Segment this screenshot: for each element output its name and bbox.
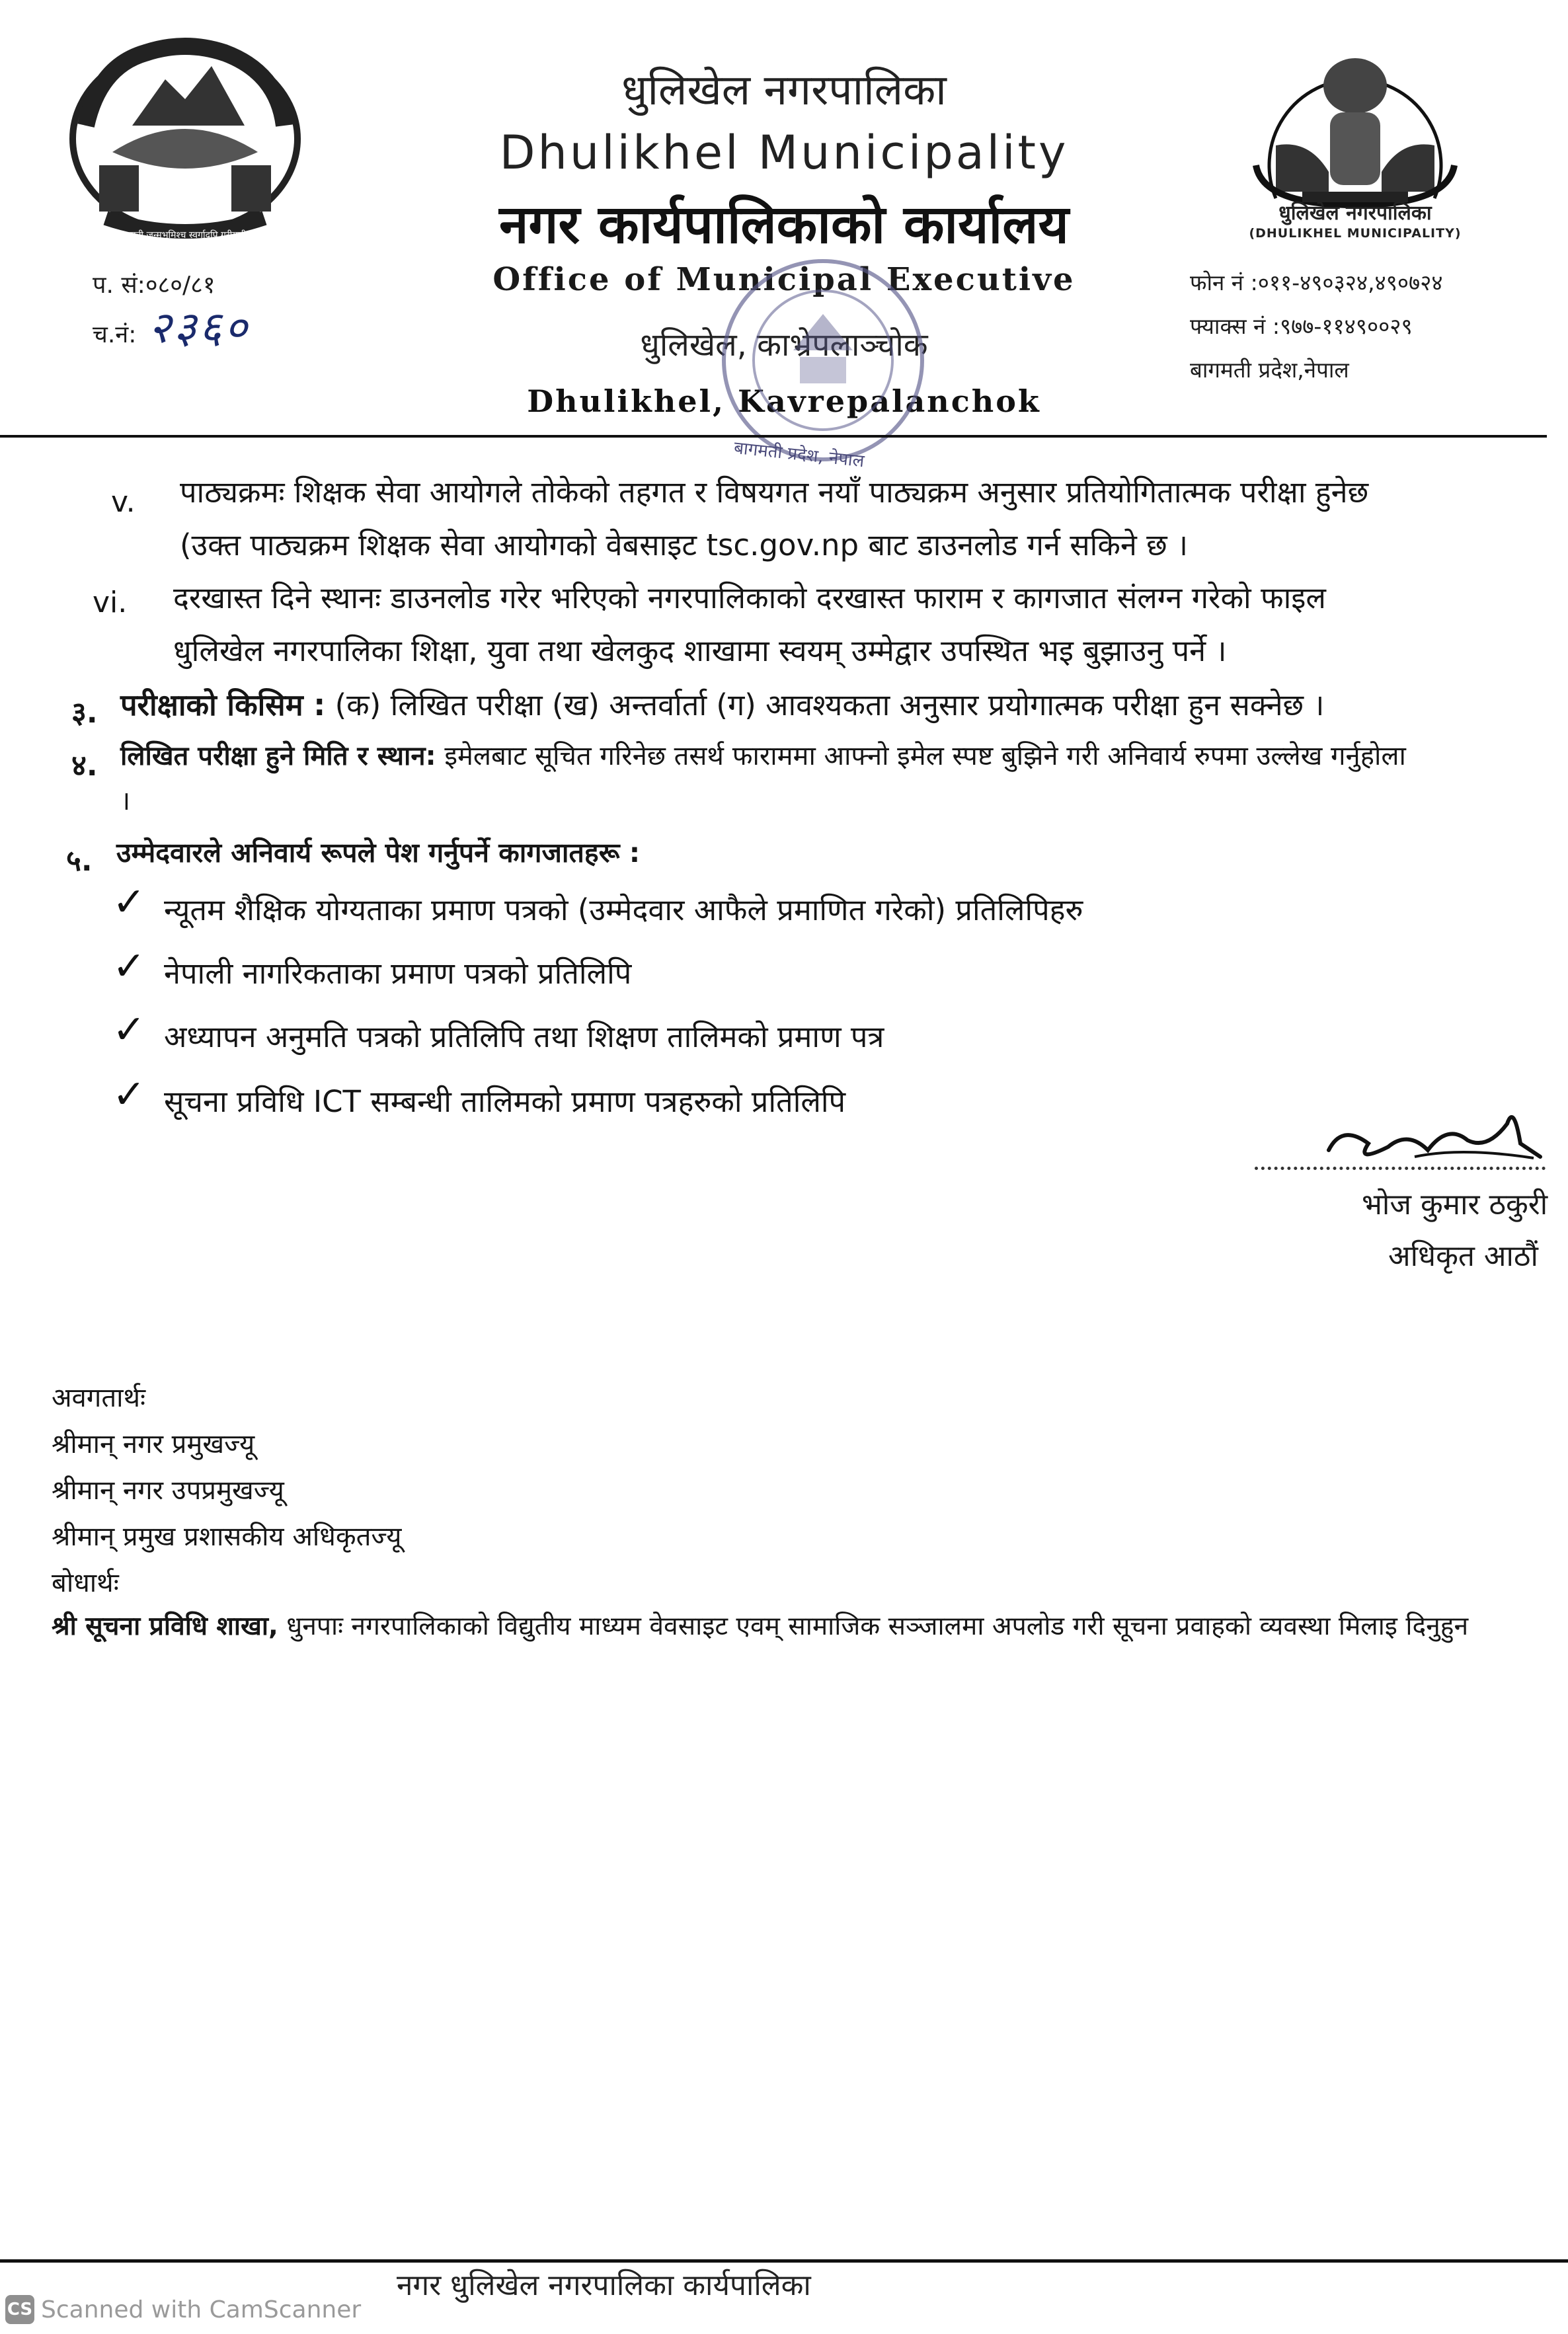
- item-vi-line2: धुलिखेल नगरपालिका शिक्षा, युवा तथा खेलकुद शाखामा स्वयम् उम्मेद्वार उपस्थित भइ बुझाउनु पर्ने ।: [173, 633, 1227, 668]
- info-recipient: श्रीमान् प्रमुख प्रशासकीय अधिकृतज्यू: [52, 1522, 402, 1552]
- item-3-label: परीक्षाको किसिम :: [120, 687, 326, 722]
- fiscal-year: ०८०/८१: [145, 272, 216, 299]
- signature-icon: [1315, 1084, 1553, 1177]
- camscanner-icon: CS: [5, 2295, 34, 2324]
- logo-caption-np: धुलिखेल नगरपालिका: [1278, 202, 1432, 225]
- item-v-label: पाठ्यक्रमः: [180, 475, 285, 510]
- dispatch-number: २३६०: [148, 302, 250, 353]
- logo-caption-en: (DHULIKHEL MUNICIPALITY): [1249, 226, 1462, 241]
- action-prefix: श्री सूचना प्रविधि शाखा,: [52, 1612, 278, 1641]
- item-vi-number: vi.: [93, 586, 128, 619]
- camscanner-text: Scanned with CamScanner: [41, 2296, 362, 2323]
- item-v-line1: [180, 475, 1368, 510]
- fiscal-year-line: [93, 264, 250, 307]
- document-item: न्यूतम शैक्षिक योग्यताका प्रमाण पत्रको (उम्मेदवार आफैले प्रमाणित गरेको) प्रतिलिपिहरु: [164, 892, 1083, 927]
- item-4-end: ।: [120, 786, 131, 816]
- item-3-number: ३.: [71, 696, 98, 730]
- reference-block: [93, 264, 250, 353]
- address-en: Dhulikhel, Kavrepalanchok: [527, 383, 1041, 419]
- item-v-number: v.: [111, 485, 136, 519]
- dispatch-line: [93, 302, 250, 353]
- signature-line: [1255, 1167, 1546, 1170]
- signatory-title: अधिकृत आठौं: [1388, 1239, 1538, 1273]
- check-icon: ✓: [112, 1071, 146, 1118]
- item-vi-line1: [173, 580, 1326, 616]
- office-name-np: नगर कार्यपालिकाको कार्यालय: [499, 194, 1069, 255]
- document-item: नेपाली नागरिकताका प्रमाण पत्रको प्रतिलिपि: [164, 956, 632, 991]
- item-vi-label: दरखास्त दिने स्थानः: [173, 580, 381, 615]
- item-5-number: ५.: [66, 844, 93, 878]
- item-3-line: [120, 687, 1324, 723]
- phone: फोन नं :०११-४९०३२४,४९०७२४: [1190, 270, 1443, 295]
- item-4-line: [120, 740, 1406, 772]
- item-vi-text: डाउनलोड गरेर भरिएको नगरपालिकाको दरखास्त फाराम र कागजात संलग्न गरेको फाइल: [390, 580, 1326, 615]
- footer-divider: [0, 2259, 1568, 2263]
- info-label: अवगतार्थः: [52, 1383, 146, 1413]
- province: बागमती प्रदेश,नेपाल: [1190, 357, 1349, 383]
- item-4-number: ४.: [71, 749, 98, 783]
- office-name-en: Office of Municipal Executive: [492, 261, 1076, 298]
- action-label: बोधार्थः: [52, 1568, 119, 1598]
- action-line: [52, 1608, 1468, 1643]
- info-recipient: श्रीमान् नगर प्रमुखज्यू: [52, 1429, 255, 1459]
- contact-block: [1190, 261, 1443, 392]
- document-item: सूचना प्रविधि ICT सम्बन्धी तालिमको प्रमाण पत्रहरुको प्रतिलिपि: [164, 1084, 846, 1119]
- stamp-text: बागमती प्रदेश, नेपाल: [732, 438, 865, 472]
- fiscal-year-label: प. सं:: [93, 272, 145, 299]
- emblem-motto: जननी जन्मभूमिश्च स्वर्गादपि गरीयसी: [124, 230, 247, 241]
- footer-cut-text: नगर धुलिखेल नगरपालिका कार्यपालिका: [397, 2269, 811, 2302]
- item-4-text: इमेलबाट सूचित गरिनेछ तसर्थ फाराममा आफ्नो इमेल स्पष्ट बुझिने गरी अनिवार्य रुपमा उल्लेख गर्नुहोला: [444, 741, 1406, 771]
- document-item: अध्यापन अनुमति पत्रको प्रतिलिपि तथा शिक्षण तालिमको प्रमाण पत्र: [164, 1019, 884, 1054]
- action-text: धुनपाः नगरपालिकाको विद्युतीय माध्यम वेवसाइट एवम् सामाजिक सञ्जालमा अपलोड गरी सूचना प्रवाहको व्यवस्था मिलाइ दिनुहुन: [286, 1612, 1469, 1641]
- municipality-name-np: धुलिखेल नगरपालिका: [621, 66, 947, 115]
- item-v-text: शिक्षक सेवा आयोगले तोकेको तहगत र विषयगत नयाँ पाठ्यक्रम अनुसार प्रतियोगितात्मक परीक्षा हुनेछ: [294, 475, 1369, 510]
- item-5-label: उम्मेदवारले अनिवार्य रूपले पेश गर्नुपर्ने कागजातहरू :: [116, 837, 641, 869]
- municipality-name-en: Dhulikhel Municipality: [499, 126, 1069, 180]
- info-recipient: श्रीमान् नगर उपप्रमुखज्यू: [52, 1475, 284, 1506]
- check-icon: ✓: [112, 879, 146, 925]
- address-np: धुलिखेल, काभ्रेपलाञ्चोक: [640, 327, 928, 364]
- item-3-text: (क) लिखित परीक्षा (ख) अन्तर्वार्ता (ग) आवश्यकता अनुसार प्रयोगात्मक परीक्षा हुन सक्नेछ ।: [334, 687, 1325, 722]
- fax: फ्याक्स नं :९७७-११४९००२९: [1190, 313, 1413, 339]
- header-divider: [0, 435, 1547, 438]
- check-icon: ✓: [112, 943, 146, 990]
- check-icon: ✓: [112, 1007, 146, 1053]
- item-v-line2: (उक्त पाठ्यक्रम शिक्षक सेवा आयोगको वेबसाइट tsc.gov.np बाट डाउनलोड गर्न सकिने छ ।: [180, 527, 1189, 563]
- dispatch-label: च.नं:: [93, 321, 137, 348]
- camscanner-watermark: [5, 2294, 361, 2325]
- signatory-name: भोज कुमार ठकुरी: [1362, 1188, 1548, 1222]
- item-4-label: लिखित परीक्षा हुने मिति र स्थान:: [120, 741, 436, 771]
